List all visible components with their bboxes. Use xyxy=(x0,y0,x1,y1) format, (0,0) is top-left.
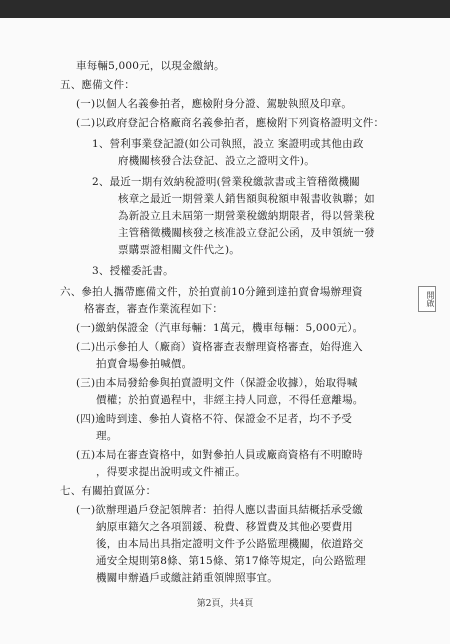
text-line: 府機關核發合法登記、設立之證明文件)。 xyxy=(118,155,315,167)
text-line: 機關申辦過戶或繳註銷重領牌照事宜。 xyxy=(96,572,278,584)
text-line: 價權；於拍賣過程中，非經主持人同意，不得任意離場。 xyxy=(96,394,364,406)
text-line: 後，由本局出具指定證明文件予公路監理機關，依道路交 xyxy=(96,538,364,550)
text-line: 理。 xyxy=(96,430,118,442)
text-line: 車每輛5,000元，以現金繳納。 xyxy=(76,60,225,72)
text-line: 通安全規則第8條、第15條、第17條等規定，向公路監理 xyxy=(96,555,366,567)
text-line: 格審查，審查作業流程如下： xyxy=(84,303,224,315)
section-heading: 七、有關拍賣區分： xyxy=(60,485,157,497)
text-line: (四)逾時到達、參拍人資格不符、保證金不足者，均不予受 xyxy=(76,413,353,425)
viewer-top-bar xyxy=(0,0,450,18)
text-line: (二)以政府登記合格廠商名義參拍者，應檢附下列資格證明文件： xyxy=(76,117,385,129)
section-heading: 五、應備文件： xyxy=(60,79,135,91)
text-line: (五)本局在審查資格中，如對參拍人員或廠商資格有不明瞭時 xyxy=(76,449,363,461)
text-line: ，得要求提出說明或文件補正。 xyxy=(96,466,246,478)
text-line: (一)以個人名義參拍者，應檢附身分證、駕駛執照及印章。 xyxy=(76,98,353,110)
text-line: 納原車籍欠之各項罰鍰、稅費、移置費及其他必要費用 xyxy=(96,521,353,533)
side-open-tab[interactable]: 開啟 xyxy=(418,286,436,312)
text-line: (三)由本局發給參與拍賣證明文件（保證金收據），始取得喊 xyxy=(76,377,358,389)
section-heading: 六、參拍人攜帶應備文件，於拍賣前10分鐘到達拍賣會場辦理資 xyxy=(60,286,363,298)
text-line: 核章之最近一期營業人銷售額與稅額申報書收執聯；如 xyxy=(118,193,375,205)
page-number-footer: 第2頁，共4頁 xyxy=(196,599,254,609)
text-line: 主管稽徵機關核發之核准設立登記公函，及申領統一發 xyxy=(118,227,375,239)
text-line: 3、授權委託書。 xyxy=(92,265,174,277)
text-line: 1、營利事業登記證(如公司執照，設立 案證明或其他由政 xyxy=(92,138,364,150)
text-line: (一)繳納保證金（汽車每輛：1萬元，機車每輛：5,000元）。 xyxy=(76,322,364,334)
text-line: 票購票證相關文件代之)。 xyxy=(118,244,240,256)
text-line: 拍賣會場參拍喊價。 xyxy=(96,358,193,370)
text-line: 2、最近一期有效納稅證明(營業稅繳款書或主管稽徵機關 xyxy=(92,176,360,188)
text-line: (一)欲辦理過戶登記領牌者：拍得人應以書面具結概括承受繳 xyxy=(76,504,363,516)
text-line: (二)出示參拍人（廠商）資格審查表辦理資格審查，始得進入 xyxy=(76,341,363,353)
text-line: 為新設立且未屆第一期營業稅繳納期限者，得以營業稅 xyxy=(118,210,375,222)
